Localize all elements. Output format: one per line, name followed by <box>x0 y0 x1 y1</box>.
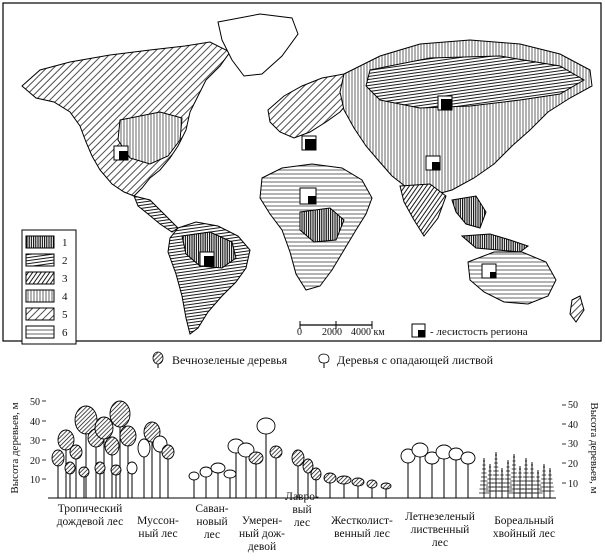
evergreen-tree <box>337 476 351 498</box>
forest-type-tropical: Тропический дождевой лес <box>56 503 124 528</box>
right-tick-40: 40 <box>568 420 578 431</box>
legend-item-1 <box>26 236 68 249</box>
legend-number: 2 <box>62 255 68 267</box>
deciduous-tree <box>189 472 199 498</box>
tree-legend <box>153 352 494 368</box>
left-tick-10: 10 <box>30 475 40 486</box>
legend-number: 3 <box>62 273 68 285</box>
deciduous-label: Деревья с опадающей листвой <box>337 353 494 367</box>
deciduous-tree <box>224 470 236 498</box>
deciduous-tree <box>401 449 415 498</box>
trees <box>52 401 554 498</box>
legend-item-6 <box>26 326 68 339</box>
marker-south-america <box>200 252 214 266</box>
forest-share-legend <box>412 324 528 338</box>
evergreen-tree <box>367 480 377 498</box>
forest-profile <box>9 397 600 553</box>
right-tick-50: 50 <box>568 400 578 411</box>
marker-north-america <box>114 146 128 160</box>
scale-tick-0: 0 <box>297 327 302 338</box>
scale-tick-2000: 2000 <box>322 327 342 338</box>
legend-item-4 <box>26 290 68 303</box>
forest-type-monsoon: Муссон-ный лес <box>137 515 179 540</box>
deciduous-tree <box>425 452 439 498</box>
right-tick-30: 30 <box>568 439 578 450</box>
conifer-tree <box>527 462 537 498</box>
legend-swatch <box>26 326 54 338</box>
marker-australia <box>482 264 496 278</box>
evergreen-icon <box>153 352 163 368</box>
left-axis-label: Высота деревьев, м <box>9 402 21 494</box>
evergreen-tree <box>52 450 64 498</box>
legend-number: 1 <box>62 237 68 249</box>
evergreen-tree <box>249 452 263 498</box>
evergreen-tree <box>144 422 160 498</box>
left-tick-40: 40 <box>30 417 40 428</box>
map-legend <box>22 230 76 344</box>
world-map <box>3 3 601 344</box>
scale-tick-4000: 4000 км <box>351 327 385 338</box>
conifer-tree <box>509 454 519 498</box>
legend-swatch <box>26 290 54 302</box>
evergreen-tree <box>270 446 282 498</box>
legend-swatch <box>26 308 54 320</box>
deciduous-tree <box>461 452 475 498</box>
left-tick-50: 50 <box>30 397 40 408</box>
evergreen-tree <box>352 478 364 498</box>
deciduous-tree <box>449 448 463 498</box>
legend-item-5 <box>26 308 68 321</box>
deciduous-tree <box>211 463 225 498</box>
evergreen-tree <box>324 473 336 498</box>
deciduous-tree <box>200 467 212 498</box>
left-tick-marks <box>42 401 46 479</box>
deciduous-tree <box>153 436 167 498</box>
evergreen-tree <box>95 417 113 498</box>
evergreen-label: Вечнозеленые деревья <box>172 353 288 367</box>
forest-share-label: - лесистость региона <box>430 326 528 338</box>
forest-type-sclerophyll: Жестколист-венный лес <box>331 515 393 540</box>
forest-type-savanna: Саван-новый лес <box>195 503 229 541</box>
conifer-tree <box>503 460 512 498</box>
forest-type-summergreen: Летнезеленый лиственный лес <box>405 511 475 549</box>
left-tick-30: 30 <box>30 436 40 447</box>
deciduous-icon <box>319 354 329 368</box>
left-tick-20: 20 <box>30 456 40 467</box>
forest-type-temperate-rain: Умерен-ный дож-девой <box>239 515 285 553</box>
legend-item-2 <box>26 254 68 267</box>
legend-item-3 <box>26 272 68 285</box>
right-tick-20: 20 <box>568 459 578 470</box>
right-tick-10: 10 <box>568 479 578 490</box>
marker-asia <box>426 156 440 170</box>
legend-swatch <box>26 236 54 248</box>
forest-type-labels <box>57 491 555 553</box>
right-tick-marks <box>562 405 566 483</box>
forest-type-laurel: Лавро-вый лес <box>285 491 319 529</box>
conifer-tree <box>533 470 542 498</box>
marker-africa <box>300 188 316 204</box>
evergreen-tree <box>79 467 89 498</box>
legend-number: 5 <box>62 309 68 321</box>
deciduous-tree <box>412 443 428 498</box>
marker-siberia <box>438 96 452 110</box>
legend-swatch <box>26 254 54 266</box>
evergreen-tree <box>381 483 391 498</box>
conifer-tree <box>521 458 531 498</box>
conifer-tree <box>479 458 489 498</box>
legend-number: 4 <box>62 291 68 303</box>
deciduous-tree <box>138 439 150 498</box>
deciduous-tree <box>238 443 254 498</box>
right-axis-label: Высота деревьев, м <box>588 402 600 494</box>
evergreen-tree <box>162 445 174 498</box>
forest-type-boreal: Бореальный хвойный лес <box>492 515 556 540</box>
legend-number: 6 <box>62 327 68 339</box>
legend-swatch <box>26 272 54 284</box>
marker-europe <box>302 136 316 150</box>
